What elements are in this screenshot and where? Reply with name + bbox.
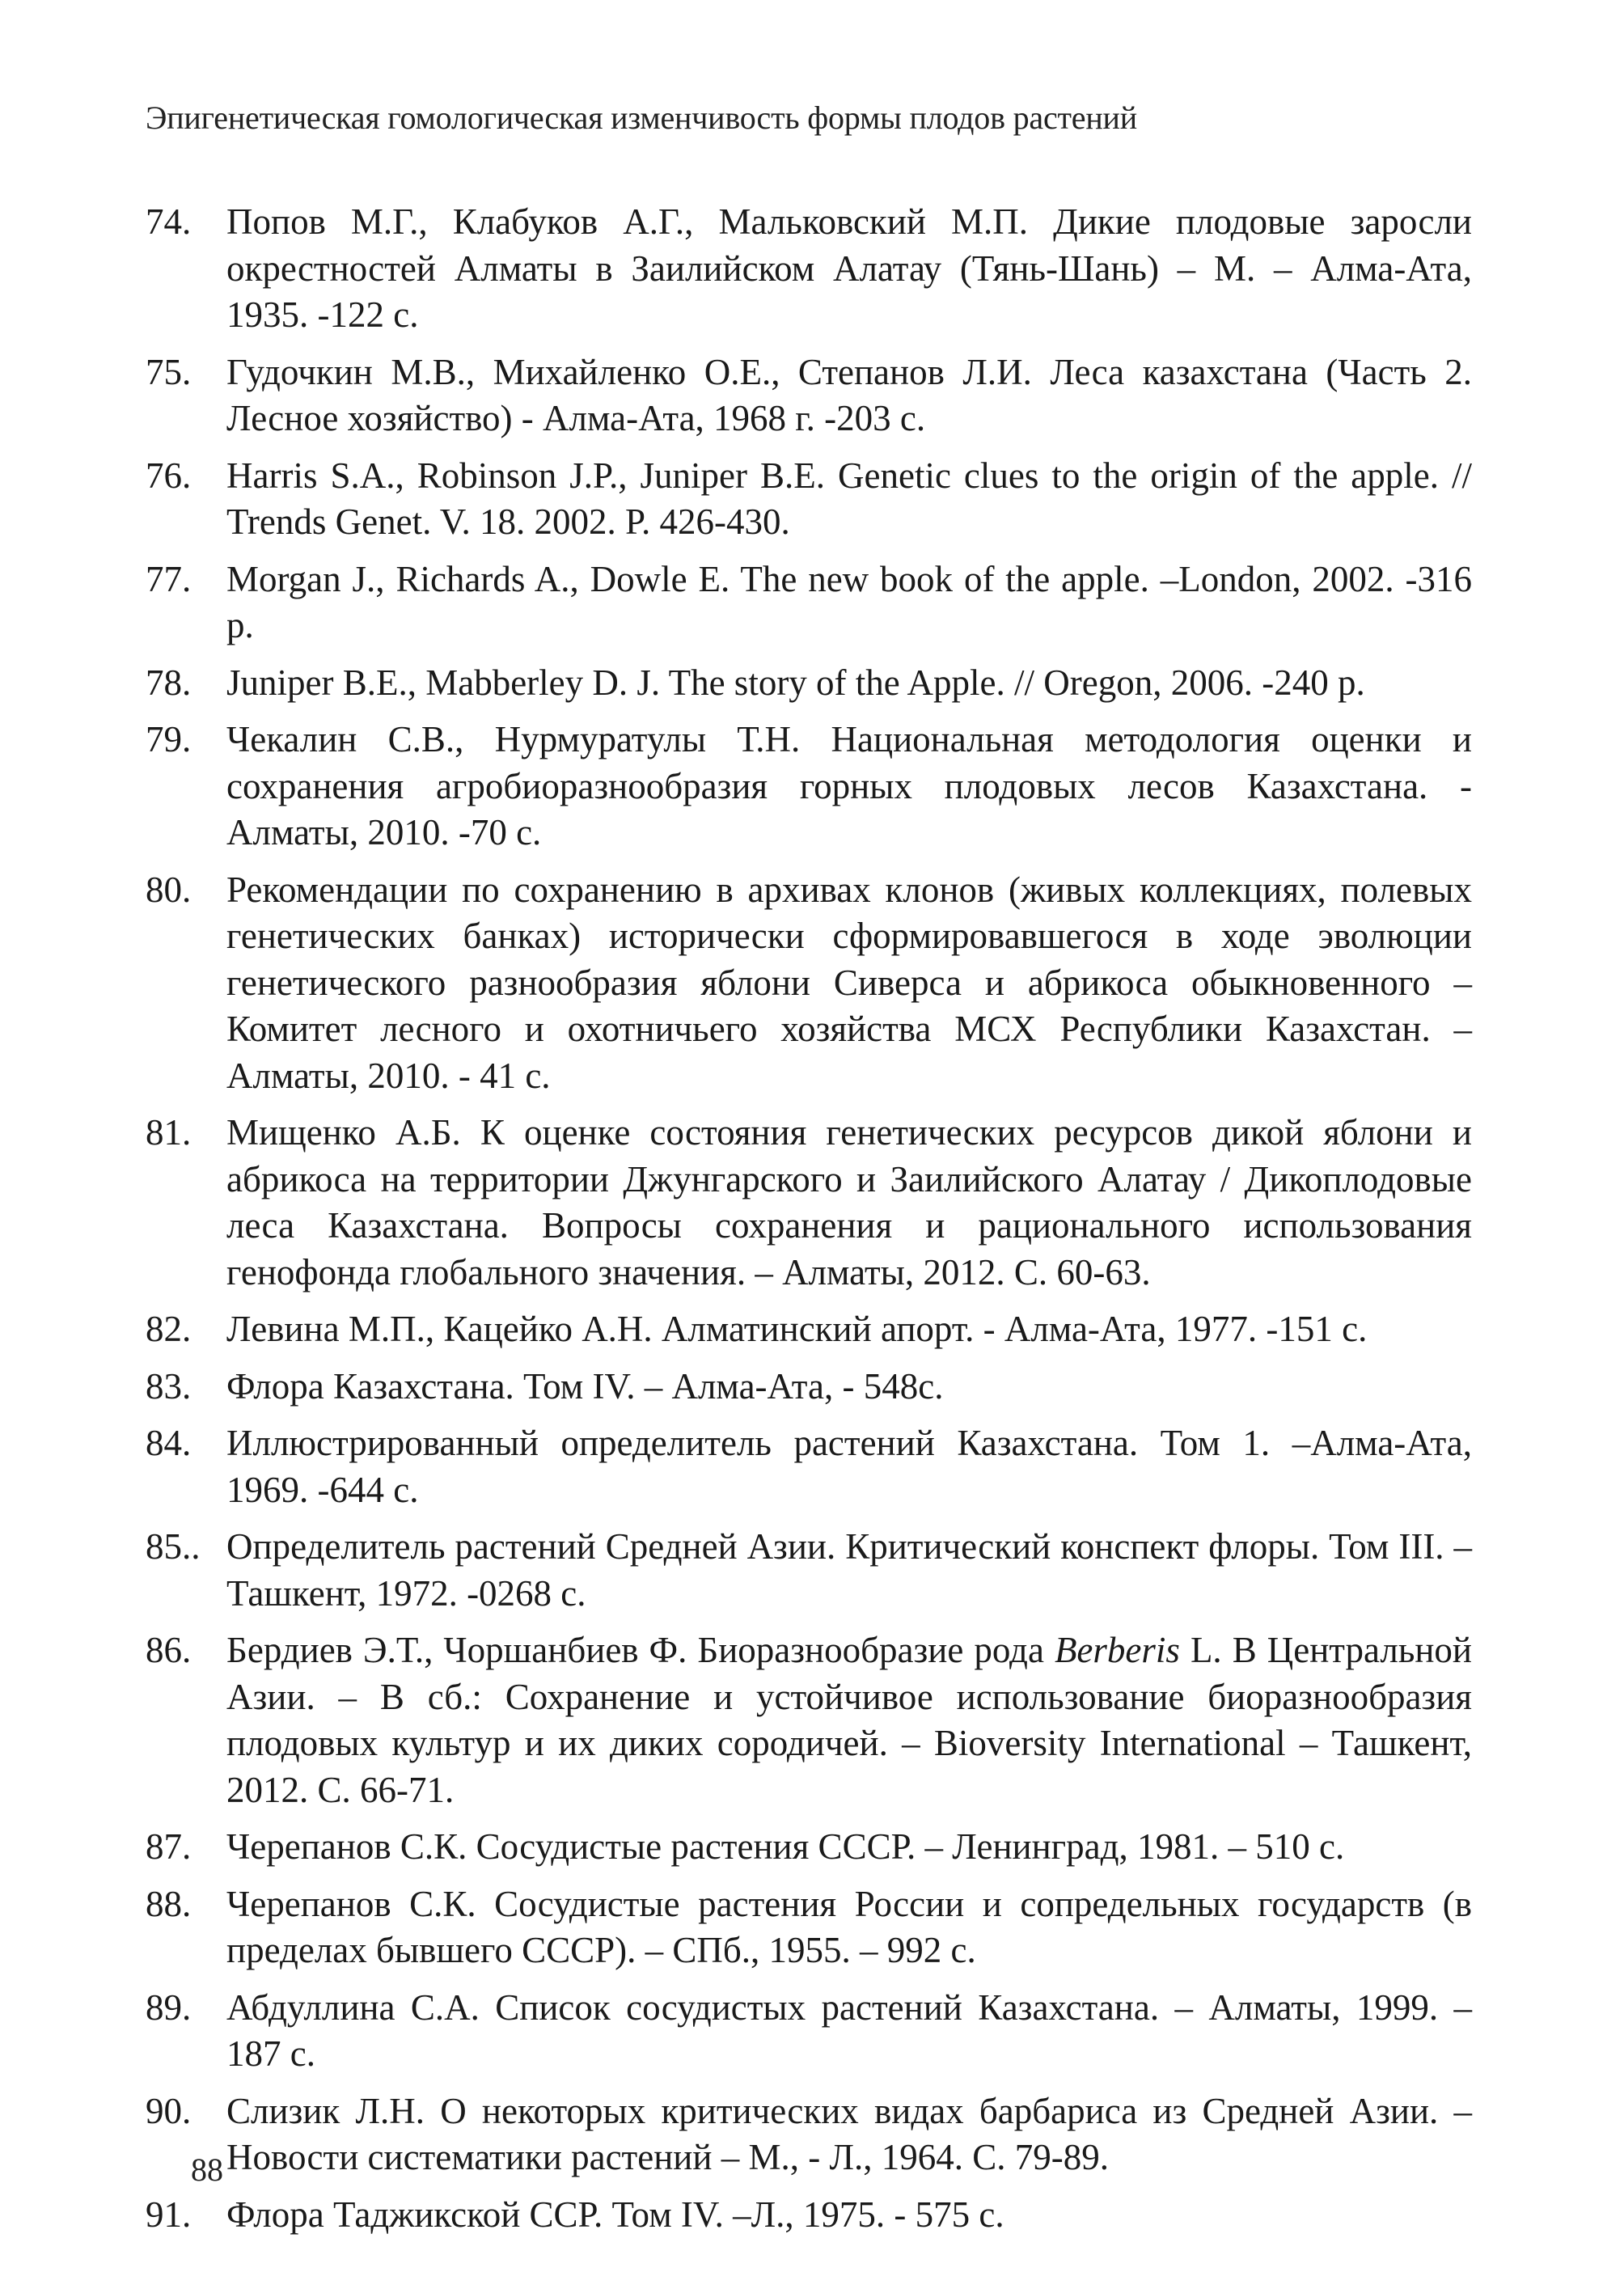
reference-number: 84. bbox=[146, 1423, 192, 1463]
reference-text: Попов М.Г., Клабуков А.Г., Мальковский М.П. Дикие плодовые заросли окрестностей Алматы в Заилийском Алатау (Тянь-Шань) – М. – Алма-Ата, 1935. -122 с. bbox=[226, 201, 1472, 335]
reference-item bbox=[146, 1110, 1472, 1296]
reference-item bbox=[146, 867, 1472, 1100]
reference-text: Левина М.П., Кацейко А.Н. Алматинский апорт. - Алма-Ата, 1977. -151 с. bbox=[226, 1309, 1368, 1349]
taxon-name-italic: Berberis bbox=[1054, 1630, 1180, 1670]
reference-number: 89. bbox=[146, 1986, 192, 2028]
reference-item bbox=[146, 556, 1472, 649]
reference-number: 77. bbox=[146, 558, 192, 599]
reference-number: 74. bbox=[146, 201, 192, 242]
page-number: 88 bbox=[191, 2151, 223, 2188]
reference-text: Флора Казахстана. Том IV. – Алма-Ата, - 548с. bbox=[226, 1365, 944, 1407]
reference-text: Определитель растений Средней Азии. Критический конспект флоры. Том III. – Ташкент, 1972. -0268 с. bbox=[226, 1526, 1472, 1614]
running-header: Эпигенетическая гомологическая изменчивость формы плодов растений bbox=[146, 99, 1137, 136]
reference-number: 88. bbox=[146, 1883, 192, 1924]
reference-item bbox=[146, 2088, 1472, 2181]
reference-text: Рекомендации по сохранению в архивах клонов (живых коллекциях, полевых генетических банках) исторически сформировавшегося в ходе эволюции генетического разнообразия яблони Сиверса и абрикоса обыкновенного – Комитет лесного и охотничьего хозяйства МСХ Республики Казахстан. – Алматы, 2010. - 41 с. bbox=[226, 869, 1472, 1096]
reference-number: 78. bbox=[146, 662, 192, 703]
reference-text: Гудочкин М.В., Михайленко О.Е., Степанов Л.И. Леса казахстана (Часть 2. Лесное хозяйство) - Алма-Ата, 1968 г. -203 с. bbox=[226, 351, 1472, 438]
reference-text: Harris S.A., Robinson J.P., Juniper B.E. Genetic clues to the origin of the apple. // Trends Genet. V. 18. 2002. P. 426-430. bbox=[226, 455, 1472, 542]
reference-number: 85.. bbox=[146, 1526, 201, 1567]
reference-number: 81. bbox=[146, 1112, 192, 1153]
reference-text-part: Бердиев Э.Т., Чоршанбиев Ф. Биоразнообразие рода bbox=[226, 1630, 1055, 1670]
reference-number: 82. bbox=[146, 1309, 192, 1349]
reference-text: Черепанов С.К. Сосудистые растения СССР. – Ленинград, 1981. – 510 с. bbox=[226, 1826, 1345, 1867]
reference-item bbox=[146, 1364, 1472, 1411]
reference-number: 79. bbox=[146, 719, 192, 759]
reference-number: 80. bbox=[146, 869, 192, 910]
reference-number: 87. bbox=[146, 1826, 192, 1867]
reference-item bbox=[146, 1306, 1472, 1353]
reference-number: 76. bbox=[146, 455, 192, 496]
reference-text: Чекалин С.В., Нурмуратулы Т.Н. Национальная методология оценки и сохранения агробиоразнообразия горных плодовых лесов Казахстана. - Алматы, 2010. -70 с. bbox=[226, 719, 1472, 852]
reference-item bbox=[146, 453, 1472, 546]
reference-number: 91. bbox=[146, 2194, 192, 2235]
reference-item bbox=[146, 660, 1472, 707]
reference-list bbox=[146, 199, 1472, 2249]
reference-item bbox=[146, 2192, 1472, 2239]
reference-item bbox=[146, 1627, 1472, 1813]
reference-text bbox=[226, 1627, 1472, 1813]
reference-number: 75. bbox=[146, 351, 192, 392]
reference-text: Morgan J., Richards A., Dowle E. The new book of the apple. –London, 2002. -316 p. bbox=[226, 558, 1472, 645]
reference-item bbox=[146, 1824, 1472, 1871]
reference-item bbox=[146, 199, 1472, 339]
reference-text: Juniper B.E., Mabberley D. J. The story of the Apple. // Oregon, 2006. -240 p. bbox=[226, 662, 1365, 703]
reference-number: 86. bbox=[146, 1630, 192, 1670]
reference-text: Черепанов С.К. Сосудистые растения России и сопредельных государств (в пределах бывшего СССР). – СПб., 1955. – 992 с. bbox=[226, 1883, 1472, 1970]
reference-item bbox=[146, 1524, 1472, 1617]
reference-item bbox=[146, 1985, 1472, 2078]
reference-item bbox=[146, 717, 1472, 857]
reference-item bbox=[146, 1881, 1472, 1974]
reference-number: 83. bbox=[146, 1365, 192, 1407]
reference-text: Мищенко А.Б. К оценке состояния генетических ресурсов дикой яблони и абрикоса на территории Джунгарского и Заилийского Алатау / Дикоплодовые леса Казахстана. Вопросы сохранения и рационального использования генофонда глобального значения. – Алматы, 2012. С. 60-63. bbox=[226, 1112, 1472, 1292]
reference-text: Слизик Л.Н. О некоторых критических видах барбариса из Средней Азии. – Новости систематики растений – М., - Л., 1964. С. 79-89. bbox=[226, 2090, 1472, 2177]
reference-text: Флора Таджикской ССР. Том IV. –Л., 1975. - 575 с. bbox=[226, 2194, 1004, 2235]
reference-text: Абдуллина С.А. Список сосудистых растений Казахстана. – Алматы, 1999. – 187 с. bbox=[226, 1986, 1472, 2074]
reference-item bbox=[146, 349, 1472, 442]
reference-number: 90. bbox=[146, 2090, 192, 2131]
reference-text-part: L. В Центральной Азии. – В сб.: Сохранение и устойчивое использование биоразнообразия плодовых культур и их диких сородичей. – Bioversity International – Ташкент, 2012. С. 66-71. bbox=[226, 1630, 1472, 1810]
reference-text: Иллюстрированный определитель растений Казахстана. Том 1. –Алма-Ата, 1969. -644 с. bbox=[226, 1423, 1472, 1510]
reference-item bbox=[146, 1420, 1472, 1513]
